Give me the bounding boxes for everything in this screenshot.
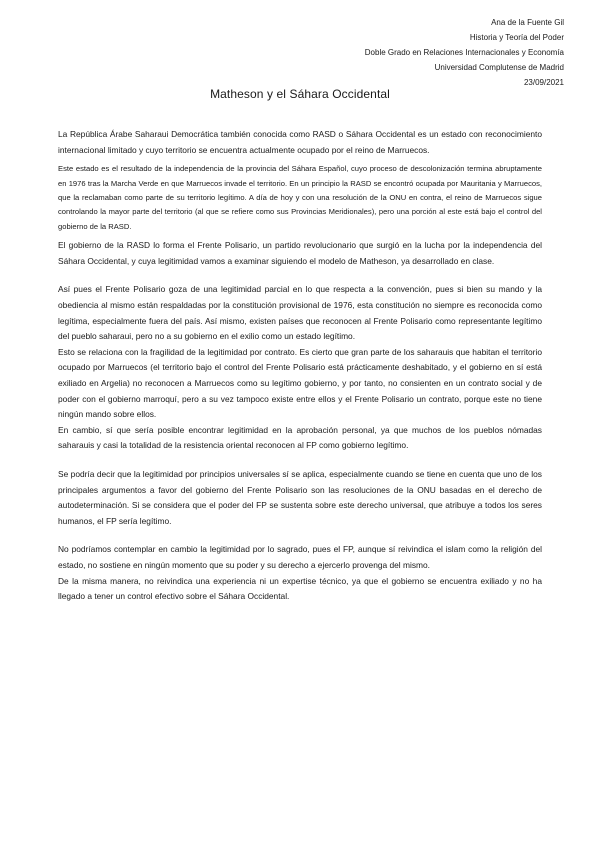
paragraph: Así pues el Frente Polisario goza de una legitimidad parcial en lo que respecta a la convención, pues si bien su mando y la obediencia al mismo están respaldadas por la constitución provisional de 1976, esta constitución no siempre es reconocida como legítima, especialmente fuera del país. Así mismo, existen países que reconocen al Frente Polisario como representante legítimo del pueblo saharaui, pero no a su gobierno en el exilio como un estado legítimo. — [58, 284, 542, 342]
course-name: Historia y Teoría del Poder — [469, 33, 564, 42]
university-name: Universidad Complutense de Madrid — [434, 63, 564, 72]
paragraph: De la misma manera, no reivindica una experiencia ni un expertise técnico, ya que el gobierno se encuentra exiliado y no ha llegado a tener un control efectivo sobre el Sáhara Occidental. — [58, 575, 542, 602]
document-title: Matheson y el Sáhara Occidental — [210, 87, 390, 101]
degree-name: Doble Grado en Relaciones Internacionales y Economía — [364, 48, 564, 57]
paragraph: El gobierno de la RASD lo forma el Frente Polisario, un partido revolucionario que surgió en la lucha por la independencia del Sáhara Occidental, y cuya legitimidad vamos a examinar siguiendo el modelo de Matheson, ya desarrollado en clase. — [58, 240, 542, 266]
paragraph: Se podría decir que la legitimidad por principios universales sí se aplica, especialmente cuando se tiene en cuenta que uno de los principales argumentos a favor del gobierno del Frente Polisario son las resoluciones de la ONU basadas en el derecho de autodeterminación. Si se considera que el poder del FP se sustenta sobre este derecho universal, que atribuye a todos los seres humanos, el FP sería legítimo. — [58, 468, 542, 526]
paragraph: Este estado es el resultado de la independencia de la provincia del Sáhara Español, cuyo proceso de descolonización termina abruptamente en 1976 tras la Marcha Verde en que Marruecos invade el territorio. En un principio la RASD se encontró ocupada por Mauritania y Marruecos, que la reclamaban como parte de su territorio legítimo. A día de hoy y con una resolución de la ONU en contra, el reino de Marruecos sigue controlando la mayor parte del territorio (al que se refiere como sus Provincias Meridionales), pero una porción al este está bajo el control del gobierno de la RASD. — [58, 164, 542, 231]
document-body — [58, 127, 542, 605]
paragraph: No podríamos contemplar en cambio la legitimidad por lo sagrado, pues el FP, aunque sí reivindica el islam como la religión del estado, no sostiene en ningún momento que su poder y su derecho a ejercerlo provenga del mismo. — [58, 544, 542, 570]
paragraph: En cambio, sí que sería posible encontrar legitimidad en la aprobación personal, ya que muchos de los pueblos nómadas saharauis y casi la totalidad de la resistencia oriental reconocen al FP como gobierno legítimo. — [58, 424, 542, 451]
paragraph: La República Árabe Saharaui Democrática también conocida como RASD o Sáhara Occidental es un estado con reconocimiento internacional limitado y cuyo territorio se encuentra actualmente ocupado por el reino de Marruecos. — [58, 129, 542, 155]
paragraph: Esto se relaciona con la fragilidad de la legitimidad por contrato. Es cierto que gran parte de los saharauis que habitan el territorio ocupado por Marruecos (el territorio bajo el control del Frente Polisario está prácticamente deshabitado, y el gobierno en sí está exiliado en Argelia) no reconocen a Marruecos como su legítimo gobierno, y por tanto, no consienten en un contrato social y de poder con el gobierno marroquí, pero a su vez tampoco existe entre ellos y el Frente Polisario un contrato, porque este no tiene ningún mando sobre ellos. — [58, 346, 542, 420]
document-date: 23/09/2021 — [523, 78, 564, 87]
author-name: Ana de la Fuente Gil — [491, 18, 564, 27]
header-block — [365, 15, 564, 90]
